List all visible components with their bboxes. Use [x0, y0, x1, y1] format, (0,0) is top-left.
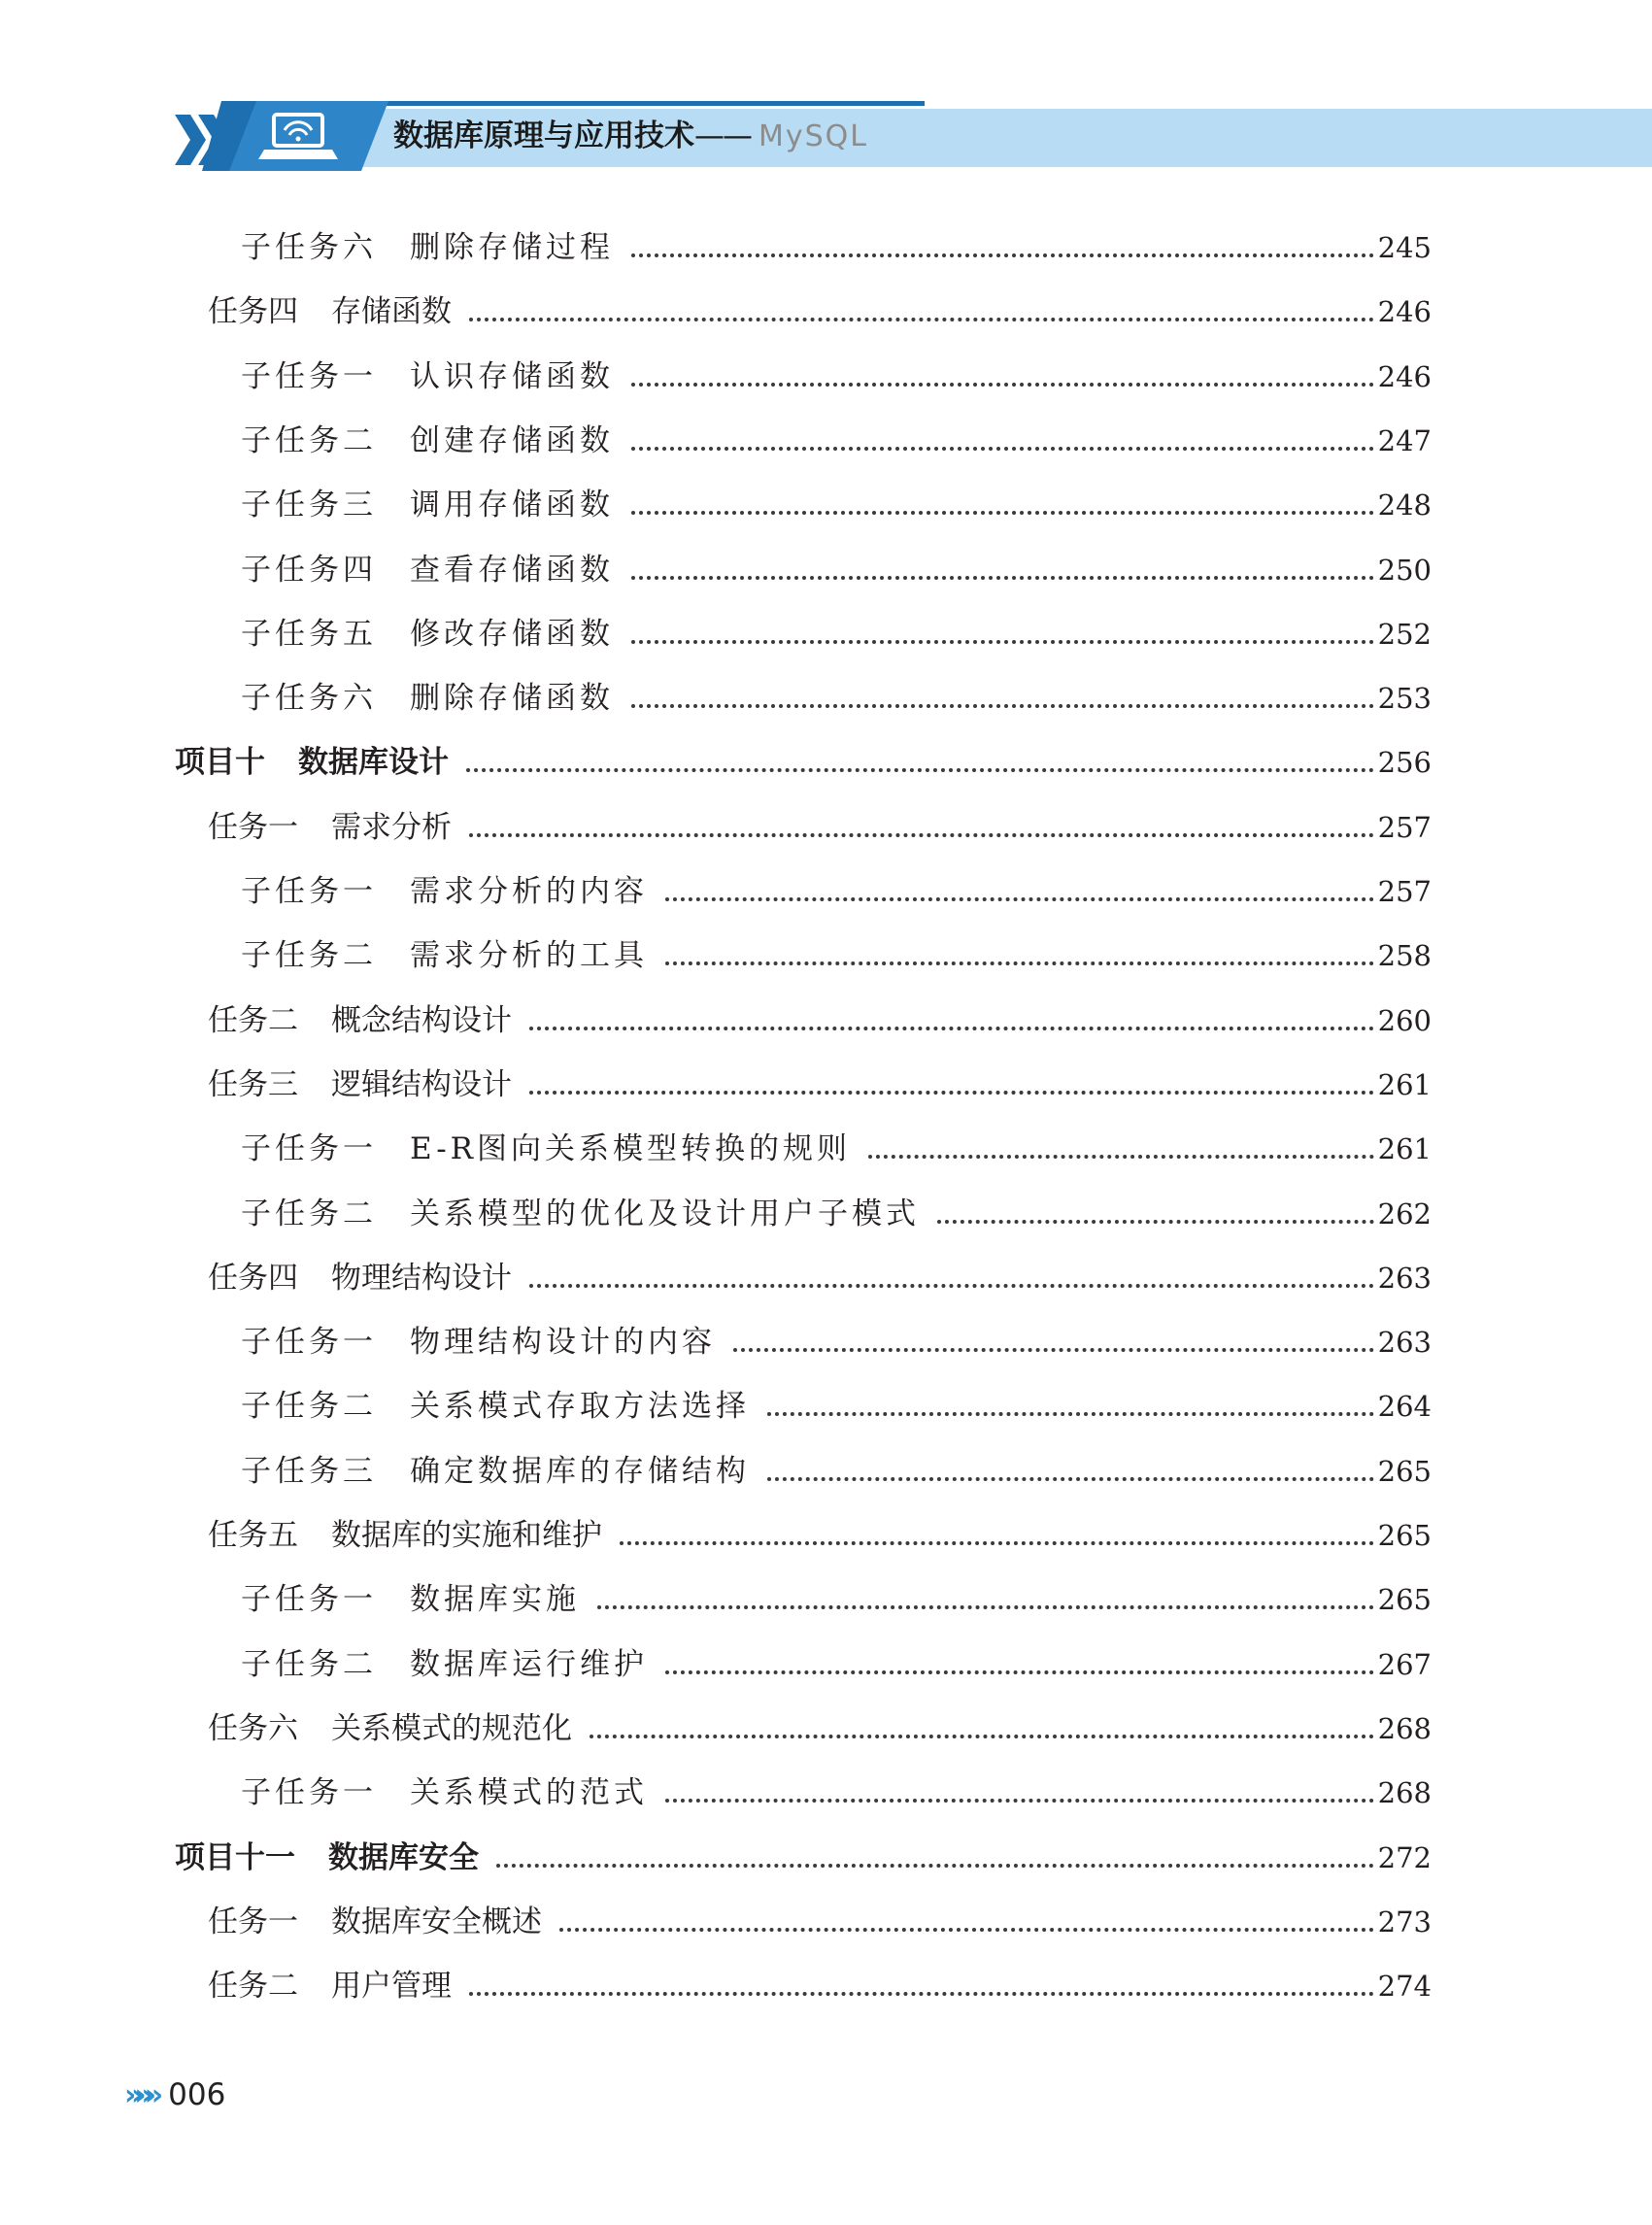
toc-entry: [208, 1893, 1432, 1941]
toc-dot-leader: [665, 1670, 1374, 1674]
toc-entry-number: 子任务一: [241, 1775, 377, 1810]
toc-entry: [208, 1249, 1432, 1298]
toc-dot-leader: [631, 511, 1374, 515]
toc-entry-number: 子任务三: [241, 1454, 377, 1489]
toc-entry-title: 数据库设计: [298, 745, 449, 780]
toc-entry-number: 任务二: [208, 1969, 298, 2004]
toc-entry-title: 需求分析: [331, 810, 452, 845]
toc-dot-leader: [469, 833, 1374, 837]
toc-entry-title: 修改存储函数: [410, 617, 614, 652]
toc-entry-title: 物理结构设计的内容: [410, 1325, 716, 1360]
toc-entry-page: 257: [1377, 875, 1432, 908]
page-number: 006: [168, 2077, 226, 2112]
toc-dot-leader: [496, 1864, 1374, 1868]
toc-entry: [241, 1635, 1432, 1684]
toc-entry-number: 子任务三: [241, 488, 377, 523]
toc-dot-leader: [469, 1992, 1374, 1996]
title-dash: ——: [694, 118, 751, 153]
toc-dot-leader: [631, 383, 1374, 387]
toc-entry-page: 246: [1377, 360, 1432, 393]
toc-entry: [208, 283, 1432, 331]
toc-entry-page: 268: [1377, 1712, 1432, 1745]
toc-entry-title: 关系模式存取方法选择: [410, 1389, 750, 1424]
toc-entry: [241, 1313, 1432, 1362]
toc-entry-number: 子任务二: [241, 1197, 377, 1231]
toc-entry-number: 子任务一: [241, 1582, 377, 1617]
toc-entry: [241, 605, 1432, 654]
toc-entry-number: 子任务一: [241, 874, 377, 909]
footer-chevron-icon: »»»: [124, 2077, 155, 2112]
toc-entry-page: 258: [1377, 939, 1432, 972]
toc-entry: [241, 1570, 1432, 1619]
toc-entry-title: 需求分析的内容: [410, 874, 648, 909]
toc-entry-page: 250: [1377, 554, 1432, 587]
page-header: [0, 0, 1652, 185]
toc-dot-leader: [631, 704, 1374, 708]
toc-entry-title: 存储函数: [331, 294, 452, 329]
toc-entry: [241, 669, 1432, 718]
toc-entry-page: 257: [1377, 811, 1432, 844]
toc-entry-title: 数据库实施: [410, 1582, 580, 1617]
toc-entry-number: 子任务二: [241, 1389, 377, 1424]
toc-entry-page: 246: [1377, 295, 1432, 328]
toc-entry-page: 263: [1377, 1262, 1432, 1295]
toc-entry-title: 确定数据库的存储结构: [410, 1454, 750, 1489]
toc-entry: [175, 733, 1432, 782]
toc-entry-number: 子任务一: [241, 359, 377, 394]
toc-entry-page: 262: [1377, 1197, 1432, 1230]
book-title-text: 数据库原理与应用技术: [393, 118, 694, 153]
toc-entry-title: 用户管理: [331, 1969, 452, 2004]
toc-entry: [241, 1442, 1432, 1491]
toc-entry-title: 概念结构设计: [331, 1003, 512, 1038]
toc-entry: [208, 992, 1432, 1040]
toc-entry-title: 调用存储函数: [410, 488, 614, 523]
toc-entry: [208, 1506, 1432, 1555]
toc-entry-number: 任务四: [208, 294, 298, 329]
toc-entry-page: 253: [1377, 682, 1432, 715]
toc-entry-number: 任务五: [208, 1518, 298, 1553]
toc-entry-number: 子任务二: [241, 1647, 377, 1682]
toc-entry-number: 任务一: [208, 810, 298, 845]
toc-entry-page: 273: [1377, 1905, 1432, 1938]
toc-entry-number: 任务四: [208, 1261, 298, 1296]
toc-entry-page: 268: [1377, 1776, 1432, 1809]
toc-entry-page: 256: [1377, 746, 1432, 779]
toc-dot-leader: [733, 1348, 1374, 1352]
toc-entry-number: 子任务一: [241, 1325, 377, 1360]
toc-entry-page: 263: [1377, 1326, 1432, 1359]
toc-entry: [208, 1056, 1432, 1104]
page-footer: [124, 2073, 225, 2116]
toc-dot-leader: [529, 1027, 1374, 1030]
toc-entry-title: 删除存储过程: [410, 230, 614, 265]
toc-entry-title: 关系模式的范式: [410, 1775, 648, 1810]
toc-entry-title: 删除存储函数: [410, 681, 614, 716]
toc-entry-number: 子任务二: [241, 938, 377, 973]
toc-entry-page: 260: [1377, 1004, 1432, 1037]
toc-dot-leader: [631, 640, 1374, 644]
toc-entry: [241, 348, 1432, 396]
toc-entry-title: 数据库的实施和维护: [331, 1518, 602, 1553]
toc-entry-title: 数据库安全概述: [331, 1905, 542, 1939]
toc-entry-title: 查看存储函数: [410, 553, 614, 588]
toc-entry-page: 247: [1377, 424, 1432, 457]
toc-entry-title: 关系模式的规范化: [331, 1711, 572, 1746]
toc-entry: [175, 1829, 1432, 1877]
toc-entry-number: 子任务六: [241, 681, 377, 716]
toc-entry-number: 子任务五: [241, 617, 377, 652]
toc-dot-leader: [631, 447, 1374, 451]
toc-entry-page: 267: [1377, 1648, 1432, 1681]
toc-dot-leader: [868, 1155, 1374, 1159]
toc-entry-number: 任务六: [208, 1711, 298, 1746]
toc-entry: [241, 862, 1432, 911]
toc-entry: [241, 1185, 1432, 1233]
toc-entry-page: 252: [1377, 618, 1432, 651]
toc-dot-leader: [529, 1091, 1374, 1095]
toc-entry-title: 需求分析的工具: [410, 938, 648, 973]
toc-dot-leader: [620, 1541, 1374, 1545]
toc-entry-number: 子任务二: [241, 423, 377, 458]
toc-entry: [241, 1377, 1432, 1426]
toc-entry: [241, 219, 1432, 267]
toc-entry-page: 261: [1377, 1132, 1432, 1165]
toc-entry: [208, 1700, 1432, 1748]
toc-entry-page: 265: [1377, 1455, 1432, 1488]
toc-entry-number: 任务三: [208, 1067, 298, 1102]
toc-dot-leader: [559, 1928, 1374, 1932]
toc-entry-number: 项目十: [175, 745, 265, 780]
toc-entry-page: 265: [1377, 1519, 1432, 1552]
toc-dot-leader: [469, 318, 1374, 321]
toc-entry: [241, 1764, 1432, 1812]
toc-entry: [208, 798, 1432, 847]
toc-entry-page: 245: [1377, 231, 1432, 264]
toc-entry-page: 248: [1377, 489, 1432, 522]
toc-dot-leader: [597, 1605, 1374, 1609]
toc-entry-number: 子任务一: [241, 1131, 377, 1166]
toc-dot-leader: [665, 1799, 1374, 1803]
toc-entry: [241, 1120, 1432, 1168]
toc-entry-title: 数据库安全: [328, 1840, 479, 1875]
toc-dot-leader: [590, 1735, 1374, 1738]
toc-entry-page: 264: [1377, 1390, 1432, 1423]
toc-entry-page: 261: [1377, 1068, 1432, 1101]
toc-entry: [241, 927, 1432, 975]
toc-dot-leader: [665, 961, 1374, 965]
toc-entry-number: 任务二: [208, 1003, 298, 1038]
toc-dot-leader: [767, 1477, 1374, 1481]
book-subtitle: MySQL: [759, 119, 869, 153]
toc-entry-title: 逻辑结构设计: [331, 1067, 512, 1102]
toc-entry: [241, 412, 1432, 460]
toc-dot-leader: [937, 1220, 1374, 1224]
toc-dot-leader: [466, 768, 1374, 772]
book-title: [393, 115, 868, 157]
toc-dot-leader: [631, 576, 1374, 580]
chevron-icon: [175, 115, 206, 165]
toc-entry: [241, 541, 1432, 590]
toc-entry-page: 274: [1377, 1970, 1432, 2003]
toc-dot-leader: [767, 1412, 1374, 1416]
toc-entry: [241, 476, 1432, 524]
toc-entry-number: 任务一: [208, 1905, 298, 1939]
toc-entry-title: 关系模型的优化及设计用户子模式: [410, 1197, 920, 1231]
toc-entry-page: 272: [1377, 1841, 1432, 1874]
toc-entry-number: 子任务六: [241, 230, 377, 265]
toc-entry-title: 数据库运行维护: [410, 1647, 648, 1682]
toc-entry: [208, 1957, 1432, 2006]
toc-entry-number: 子任务四: [241, 553, 377, 588]
toc-entry-title: 物理结构设计: [331, 1261, 512, 1296]
toc-entry-title: 认识存储函数: [410, 359, 614, 394]
toc-dot-leader: [665, 897, 1374, 901]
toc-dot-leader: [529, 1284, 1374, 1288]
toc-dot-leader: [631, 253, 1374, 257]
toc-entry-title: 创建存储函数: [410, 423, 614, 458]
toc-entry-page: 265: [1377, 1583, 1432, 1616]
toc-entry-number: 项目十一: [175, 1840, 295, 1875]
toc-entry-title: E-R图向关系模型转换的规则: [410, 1131, 852, 1166]
